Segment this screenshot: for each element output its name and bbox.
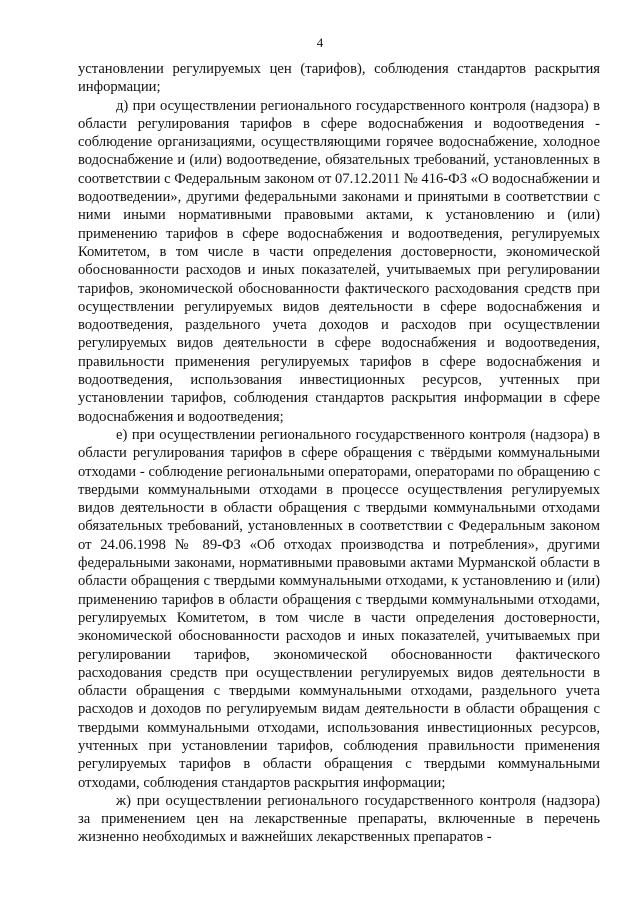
paragraph-item-e: е) при осуществлении регионального государственного контроля (надзора) в области регулирования тарифов в сфере обращения с твёрдыми коммунальными отходами - соблюдение региональными операторами, операторами по обращению с твердыми коммунальными отходами в процессе осуществления регулируемых видов деятельности в области обращения с твердыми коммунальными отходами обязательных требований, установленных в соответствии с Федеральным законом от 24.06.1998 № 89-ФЗ «Об отходах производства и потребления», другими федеральными законами, нормативными правовыми актами Мурманской области в области обращения с твердыми коммунальными отходами, к установлению и (или) применению тарифов в области обращения с твердыми коммунальными отходами, регулируемых Комитетом, в том числе в части определения достоверности, экономической обоснованности расходов и иных показателей, учитываемых при регулировании тарифов, экономической обоснованности фактического расходования средств при осуществлении регулируемых видов деятельности в области обращения с твердыми коммунальными отходами, раздельного учета расходов и доходов по регулируемым видам деятельности в области обращения с твердыми коммунальными отходами, использования инвестиционных ресурсов, учтенных при установлении тарифов, соблюдения правильности применения регулируемых тарифов в области обращения с твердыми коммунальными отходами, соблюдения стандартов раскрытия информации; [78,426,600,791]
page-number: 4 [316,35,324,50]
paragraph-continuation: установлении регулируемых цен (тарифов), соблюдения стандартов раскрытия информации; [78,61,600,96]
paragraph-item-zh: ж) при осуществлении регионального государственного контроля (надзора) за применением цен на лекарственные препараты, включенные в перечень жизненно необходимых и важнейших лекарственных препаратов - [78,792,600,846]
paragraph-item-d: д) при осуществлении регионального государственного контроля (надзора) в области регулирования тарифов в сфере водоснабжения и водоотведения - соблюдение организациями, осуществляющими горячее водоснабжение, холодное водоснабжение и (или) водоотведение, обязательных требований, установленных в соответствии с Федеральным законом от 07.12.2011 № 416-ФЗ «О водоснабжении и водоотведении», другими федеральными законами и принятыми в соответствии с ними иными нормативными правовыми актами, к установлению и (или) применению тарифов в сфере водоснабжения и водоотведения, регулируемых Комитетом, в том числе в части определения достоверности, экономической обоснованности расходов и иных показателей, учитываемых при регулировании тарифов, экономической обоснованности фактического расходования средств при осуществлении регулируемых видов деятельности в сфере водоснабжения и водоотведения, раздельного учета доходов и расходов при осуществлении регулируемых видов деятельности в сфере водоснабжения и водоотведения, правильности применения регулируемых тарифов в сфере водоснабжения и водоотведения, использования инвестиционных ресурсов, учтенных при установлении тарифов, соблюдения стандартов раскрытия информации в сфере водоснабжения и водоотведения; [78,97,600,425]
document-body [78,60,600,847]
